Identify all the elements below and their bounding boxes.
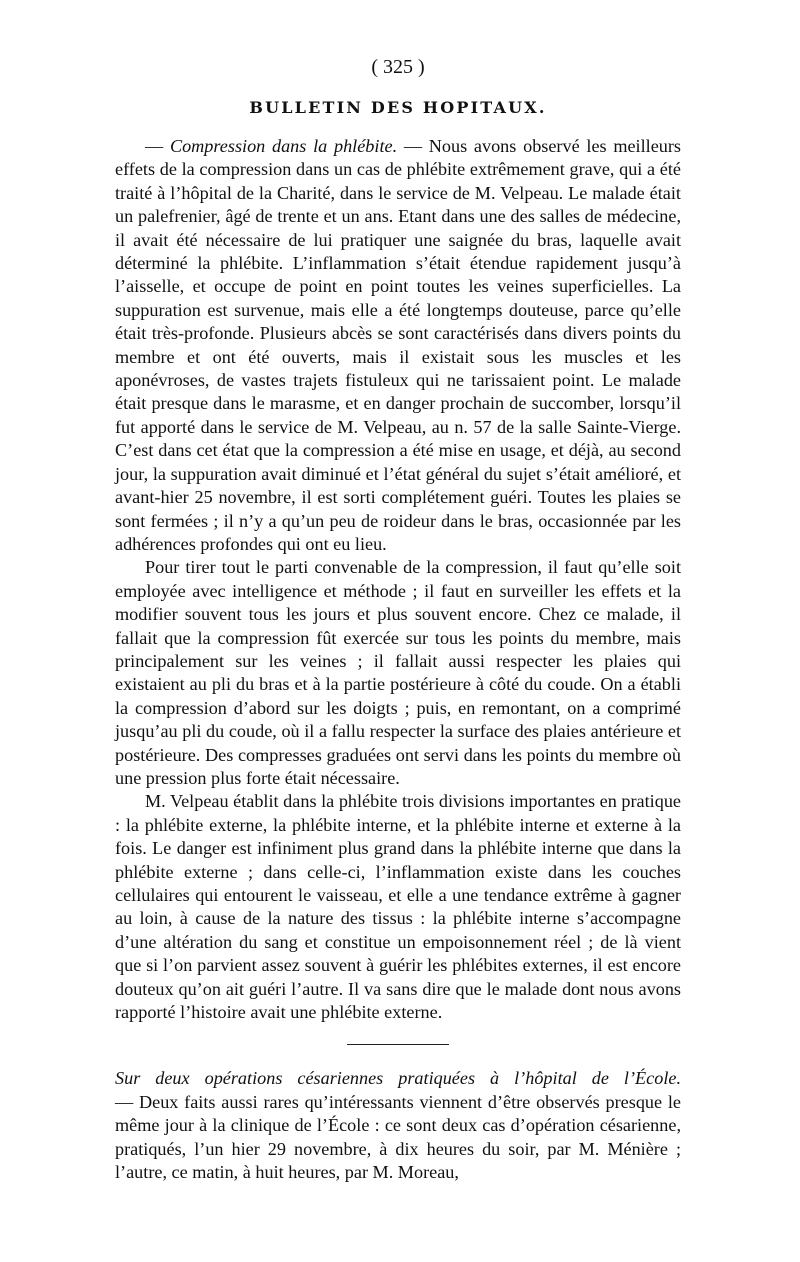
phlebitis-dash: — xyxy=(145,136,170,156)
book-page xyxy=(115,55,681,1184)
phlebitis-paragraph-1-text: — Nous avons observé les meilleurs effets de la compression dans un cas de phlébite extrêmement grave, qui a été traité à l’hôpital de la Charité, dans le service de M. Velpeau. Le malade était un palefrenier, âgé de trente et un ans. Etant dans une des salles de médecine, il avait été nécessaire de lui pratiquer une saignée du bras, laquelle avait déterminé la phlébite. L’inflammation s’était étendue rapidement jusqu’à l’aisselle, et occupe de point en point toutes les veines superficielles. La suppuration est survenue, mais elle a été longtemps douteuse, parce qu’elle était très-profonde. Plusieurs abcès se sont caractérisés dans divers points du membre et ont été ouverts, mais il existait sous les muscles et les aponévroses, de vastes trajets fistuleux qui ne tarissaient point. Le malade était presque dans le marasme, et en danger prochain de succomber, lorsqu’il fut apporté dans le service de M. Velpeau, au n. 57 de la salle Sainte-Vierge. C’est dans cet état que la compression a été mise en usage, et déjà, au second jour, la suppuration avait diminué et l’état général du sujet s’était amélioré, et avant-hier 25 novembre, il est sorti complétement guéri. Toutes les plaies se sont fermées ; il n’y a qu’un peu de roideur dans le bras, occasionnée par les adhérences profondes qui ont eu lieu. xyxy=(115,136,682,554)
phlebitis-paragraph-1 xyxy=(115,135,681,556)
cesarean-paragraph-1-text: — Deux faits aussi rares qu’intéressants viennent d’être observés presque le même jour à la clinique de l’École : ce sont deux cas d’opération césarienne, pratiqués, l’un hier 29 novembre, à dix heures du soir, par M. Ménière ; l’autre, ce matin, à huit heures, par M. Moreau, xyxy=(115,1091,681,1183)
phlebitis-paragraph-2: Pour tirer tout le parti convenable de la compression, il faut qu’elle soit employée avec intelligence et méthode ; il faut en surveiller les effets et la modifier souvent tous les jours et plus souvent encore. Chez ce malade, il fallait que la compression fût exercée sur tous les points du membre, mais principalement sur les veines ; il fallait aussi respecter les plaies qui existaient au pli du bras et à la partie postérieure à côté du coude. On a établi la compression d’abord sur les doigts ; puis, en remontant, on a comprimé jusqu’au pli du coude, où il a fallu respecter la surface des plaies antérieure et postérieure. Des compresses graduées ont servi dans les points du membre où une pression plus forte était nécessaire. xyxy=(115,557,681,788)
cesarean-paragraph-1 xyxy=(115,1067,681,1184)
cesarean-section-title: Sur deux opérations césariennes pratiquées à l’hôpital de l’École. xyxy=(115,1068,681,1089)
running-head: BULLETIN DES HOPITAUX. xyxy=(249,98,547,117)
phlebitis-section-title: Compression dans la phlébite. xyxy=(169,136,398,156)
phlebitis-paragraph-3: M. Velpeau établit dans la phlébite trois divisions importantes en pratique : la phlébite externe, la phlébite interne, et la phlébite interne et externe à la fois. Le danger est infiniment plus grand dans la phlébite interne que dans la phlébite externe ; dans celle-ci, l’inflammation existe dans les couches cellulaires qui entourent le vaisseau, et elle a une tendance extrême à gagner au loin, à cause de la nature des tissus : la phlébite interne s’accompagne d’une altération du sang et constitue un empoisonnement réel ; de là vient que si l’on parvient assez souvent à guérir les phlébites externes, il est encore douteux qu’on ait guéri l’autre. Il va sans dire que le malade dont nous avons rapporté l’histoire avait une phlébite externe. xyxy=(115,791,681,1023)
section-divider xyxy=(347,1044,449,1045)
page-number: ( 325 ) xyxy=(371,56,425,78)
